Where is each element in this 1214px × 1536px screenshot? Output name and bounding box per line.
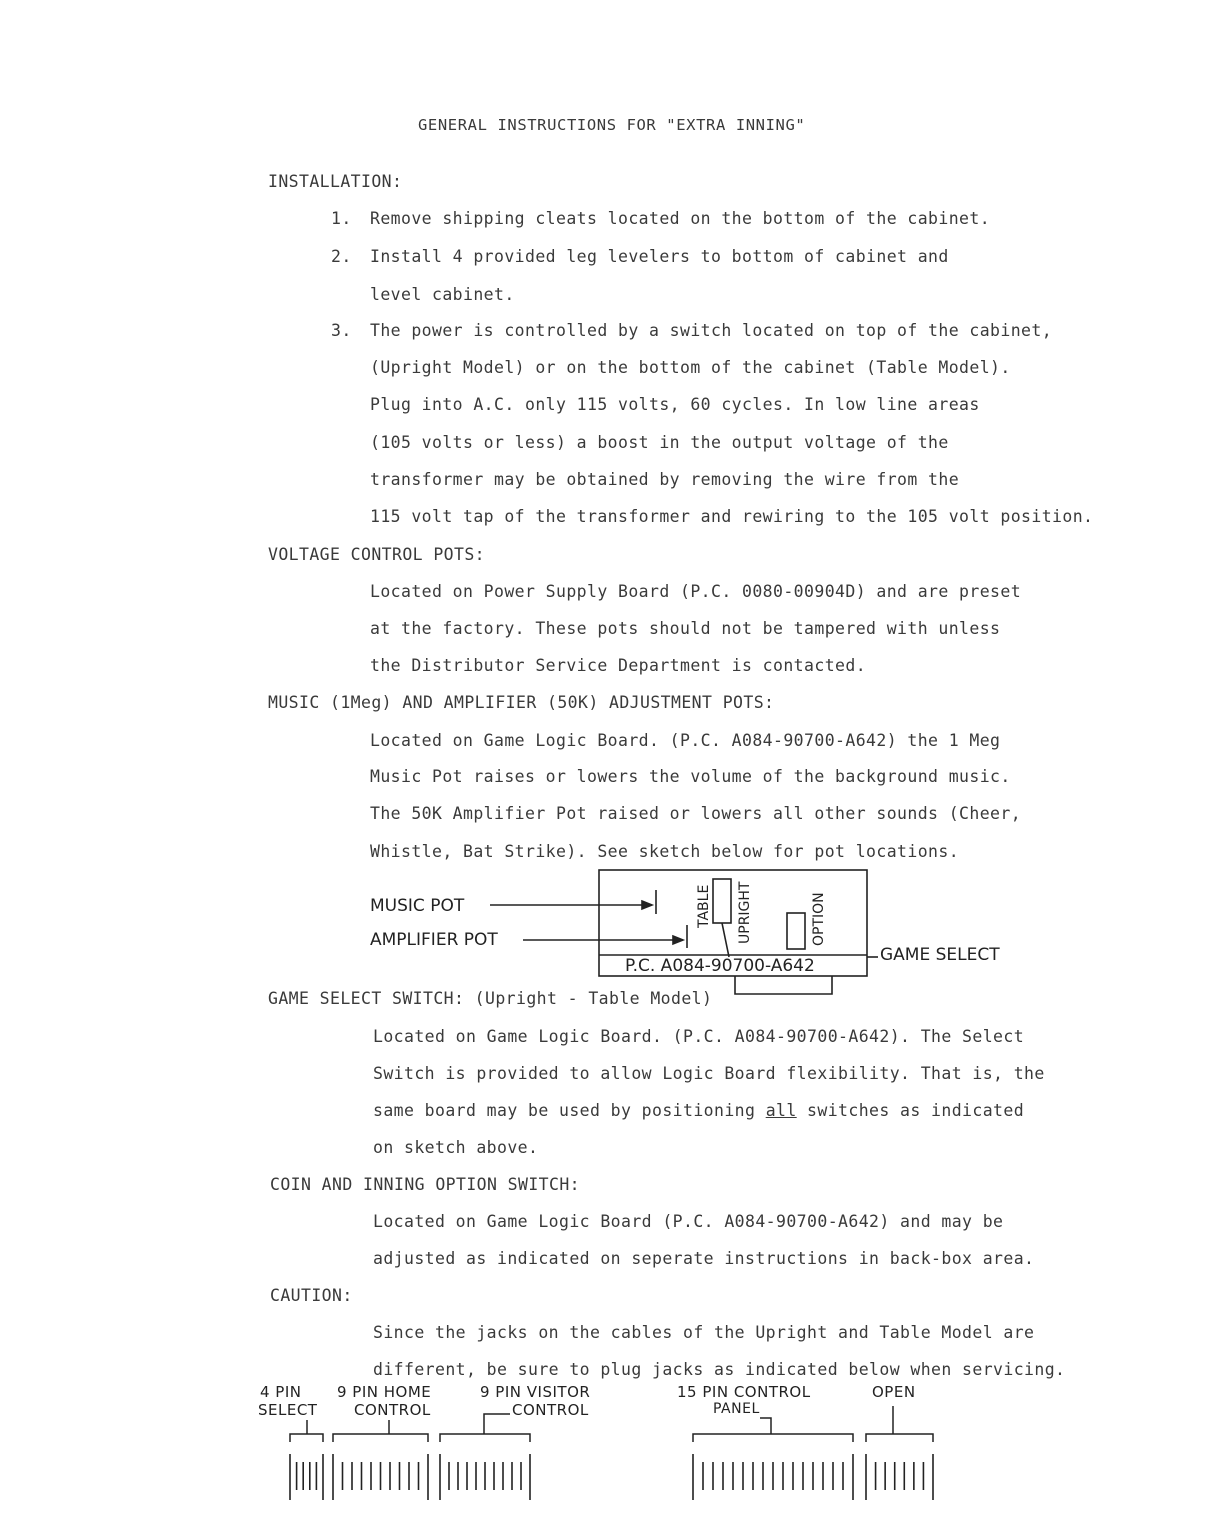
amplifier-pot-arrow: [673, 936, 683, 944]
item-number: 1.: [331, 209, 352, 228]
board-label: P.C. A084-90700-A642: [625, 956, 815, 976]
pin15-label-2: PANEL: [713, 1401, 760, 1417]
amplifier-pot-label: AMPLIFIER POT: [370, 930, 498, 950]
voltage-heading: VOLTAGE CONTROL POTS:: [268, 545, 486, 564]
option-switch: [787, 913, 805, 949]
option-label: OPTION: [811, 892, 827, 946]
coin-text: adjusted as indicated on seperate instructions in back-box area.: [373, 1249, 1035, 1268]
item-number: 2.: [331, 247, 352, 266]
caution-heading: CAUTION:: [270, 1286, 353, 1305]
installation-heading: INSTALLATION:: [268, 172, 403, 191]
music-text: Music Pot raises or lowers the volume of the background music.: [370, 767, 1011, 786]
voltage-text: the Distributor Service Department is contacted.: [370, 656, 867, 675]
pin9-home-label-2: CONTROL: [354, 1401, 431, 1419]
item-text: (Upright Model) or on the bottom of the cabinet (Table Model).: [370, 358, 1011, 377]
coin-heading: COIN AND INNING OPTION SWITCH:: [270, 1175, 581, 1194]
item-number: 3.: [331, 321, 352, 340]
item-text: Remove shipping cleats located on the bottom of the cabinet.: [370, 209, 991, 228]
voltage-text: at the factory. These pots should not be tampered with unless: [370, 619, 1001, 638]
music-heading: MUSIC (1Meg) AND AMPLIFIER (50K) ADJUSTMENT POTS:: [268, 693, 775, 712]
item-text: level cabinet.: [370, 285, 515, 304]
music-text: Located on Game Logic Board. (P.C. A084-90700-A642) the 1 Meg: [370, 731, 1001, 750]
item-text: transformer may be obtained by removing the wire from the: [370, 470, 960, 489]
pin4-label-1: 4 PIN: [260, 1383, 302, 1401]
caution-text: different, be sure to plug jacks as indicated below when servicing.: [373, 1360, 1066, 1379]
table-label: TABLE: [696, 884, 712, 928]
coin-text: Located on Game Logic Board (P.C. A084-90700-A642) and may be: [373, 1212, 1004, 1231]
pin9-visitor-label-1: 9 PIN VISITOR: [480, 1383, 591, 1401]
item-text: The power is controlled by a switch located on top of the cabinet,: [370, 321, 1053, 340]
game-select-heading: GAME SELECT SWITCH: (Upright - Table Model): [268, 989, 713, 1008]
game-select-switch: [713, 879, 731, 923]
caution-text: Since the jacks on the cables of the Upright and Table Model are: [373, 1323, 1035, 1342]
music-pot-arrow: [642, 901, 652, 909]
item-text: Install 4 provided leg levelers to bottom of cabinet and: [370, 247, 949, 266]
music-text: The 50K Amplifier Pot raised or lowers all other sounds (Cheer,: [370, 804, 1022, 823]
item-text: (105 volts or less) a boost in the output voltage of the: [370, 433, 949, 452]
page-title: GENERAL INSTRUCTIONS FOR "EXTRA INNING": [418, 116, 806, 134]
game-select-label: GAME SELECT: [880, 945, 1000, 965]
voltage-text: Located on Power Supply Board (P.C. 0080-00904D) and are preset: [370, 582, 1022, 601]
item-text: 115 volt tap of the transformer and rewiring to the 105 volt position.: [370, 507, 1094, 526]
pin9-visitor-label-2: CONTROL: [512, 1401, 589, 1419]
game-select-text: on sketch above.: [373, 1138, 539, 1157]
game-select-text: same board may be used by positioning all switches as indicated: [373, 1101, 1025, 1120]
upright-label: UPRIGHT: [737, 881, 753, 944]
open-label: OPEN: [872, 1383, 916, 1401]
item-text: Plug into A.C. only 115 volts, 60 cycles. In low line areas: [370, 395, 980, 414]
pin4-label-2: SELECT: [258, 1401, 318, 1419]
music-text: Whistle, Bat Strike). See sketch below for pot locations.: [370, 842, 960, 861]
pin9-home-label-1: 9 PIN HOME: [337, 1383, 432, 1401]
music-pot-label: MUSIC POT: [370, 896, 465, 916]
game-select-text: Switch is provided to allow Logic Board flexibility. That is, the: [373, 1064, 1045, 1083]
game-select-text: Located on Game Logic Board. (P.C. A084-90700-A642). The Select: [373, 1027, 1025, 1046]
pin15-label-1: 15 PIN CONTROL: [677, 1383, 811, 1401]
